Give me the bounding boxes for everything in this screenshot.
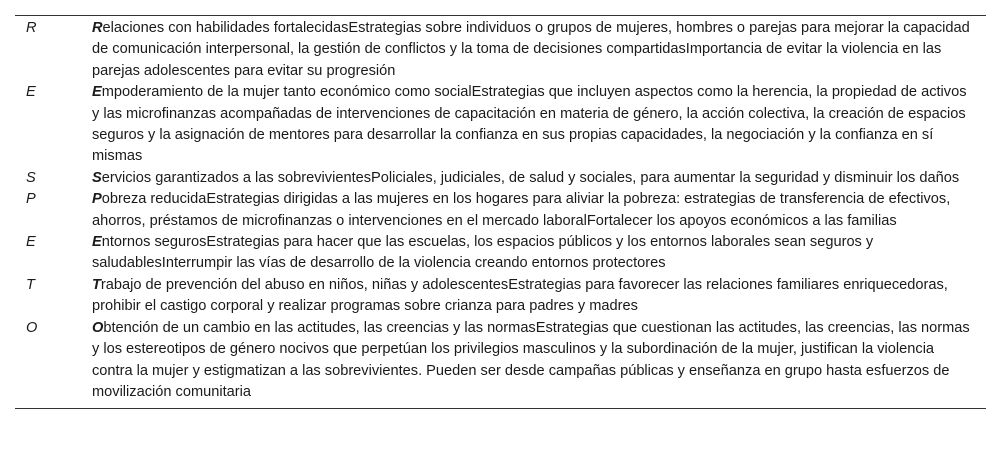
table-row (15, 168, 986, 189)
row-initial: T (92, 276, 101, 293)
row-text: obreza reducidaEstrategias dirigidas a las mujeres en los hogares para aliviar la pobreza: estrategias de transferencia de efectivos, ahorros, préstamos de microfinanzas o intervenciones en el mercado laboralFortalecer los apoyos económicos a las familias (92, 191, 951, 229)
row-text: ntornos segurosEstrategias para hacer que las escuelas, los espacios públicos y los entornos laborales sean seguros y saludablesInterrumpir las vías de desarrollo de la violencia creando entornos protectores (92, 234, 874, 272)
row-letter: S (26, 169, 36, 186)
row-text: mpoderamiento de la mujer tanto económico como socialEstrategias que incluyen aspectos como la herencia, la propiedad de activos y las microfinanzas acompañadas de intervenciones de capacitación en materia de género, la acción colectiva, la creación de espacios seguros y la asignación de mentores para desarrollar la confianza en sus propias capacidades, la negociación y la confianza en sí mismas (92, 84, 967, 165)
row-text: elaciones con habilidades fortalecidasEstrategias sobre individuos o grupos de mujeres, hombres o parejas para mejorar la capacidad de comunicación interpersonal, la gestión de conflictos y la toma de decisiones compartidasImportancia de evitar la violencia en las parejas adolescentes para evitar su progresión (92, 20, 970, 79)
row-text: btención de un cambio en las actitudes, las creencias y las normasEstrategias que cuestionan las actitudes, las creencias, las normas y los estereotipos de género nocivos que perpetúan los privilegios masculinos y la subordinación de la mujer, justifican la violencia contra la mujer y estigmatizan a las sobrevivientes. Pueden ser desde campañas públicas y enseñanza en grupo hasta esfuerzos de movilización comunitaria (92, 319, 970, 400)
row-initial: O (92, 319, 104, 336)
row-description (92, 232, 972, 275)
row-description (92, 189, 972, 232)
row-description (92, 168, 972, 189)
table-row (15, 82, 986, 168)
row-description (92, 275, 972, 318)
row-letter: T (26, 276, 35, 293)
row-initial: E (92, 84, 102, 101)
table-row (15, 18, 986, 82)
row-letter: R (26, 20, 37, 36)
row-letter: O (26, 319, 38, 336)
table-row (15, 232, 986, 275)
table-row (15, 318, 986, 404)
row-description (92, 318, 972, 404)
row-initial: E (92, 234, 102, 251)
row-description (92, 82, 972, 168)
row-letter: E (26, 234, 36, 251)
row-initial: R (92, 20, 103, 36)
row-initial: S (92, 169, 102, 186)
row-letter: P (26, 191, 36, 208)
row-text: ervicios garantizados a las sobrevivientesPoliciales, judiciales, de salud y sociales, para aumentar la seguridad y disminuir los daños (101, 169, 960, 186)
respect-strategies-table (15, 15, 986, 409)
row-initial: P (92, 191, 102, 208)
table-row (15, 275, 986, 318)
row-description (92, 18, 972, 82)
row-text: rabajo de prevención del abuso en niños, niñas y adolescentesEstrategias para favorecer las relaciones familiares enriquecedoras, prohibir el castigo corporal y realizar programas sobre crianza para padres y madres (92, 276, 948, 315)
row-letter: E (26, 84, 36, 101)
table-row (15, 189, 986, 232)
